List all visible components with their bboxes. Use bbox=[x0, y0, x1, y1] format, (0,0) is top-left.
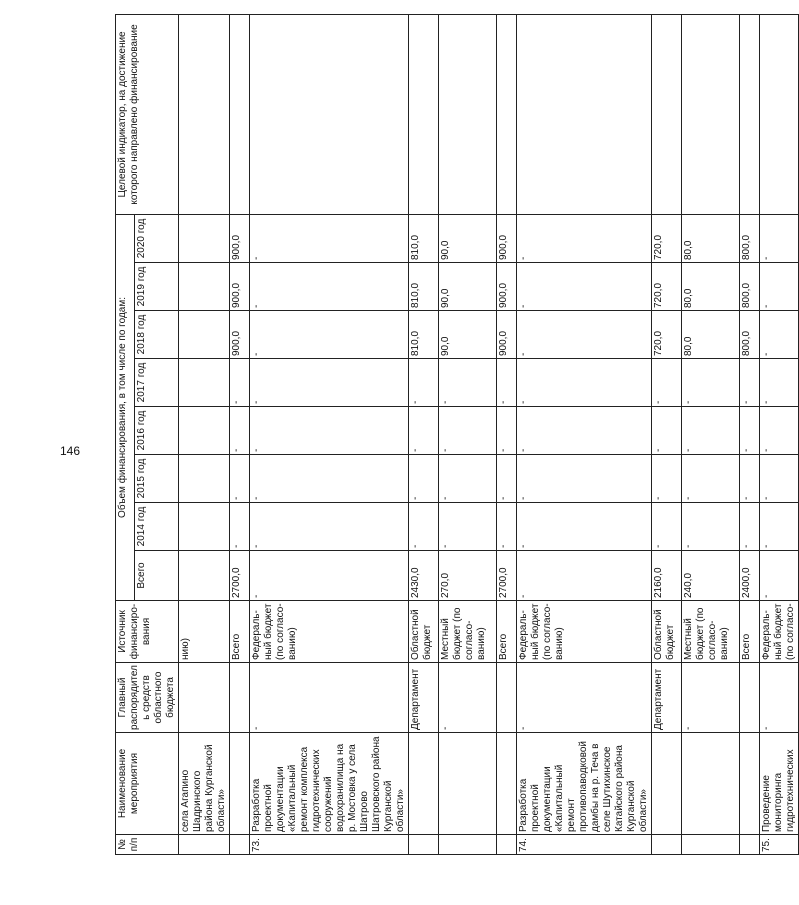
cell-event: Разработка проектной документации «Капитальный ремонт комплекса гидротехнических сооружений водохранилища на р. Мостовка у села Шатрово Шатровского района Курганской области» bbox=[250, 733, 409, 835]
rotated-table-wrapper bbox=[115, 24, 796, 855]
cell-y2017: - bbox=[682, 359, 740, 407]
cell-y2016: - bbox=[517, 407, 652, 455]
cell-y2020: 80,0 bbox=[682, 214, 740, 262]
cell-y2020: 720,0 bbox=[652, 214, 682, 262]
cell-target bbox=[740, 14, 760, 214]
cell-y2015: - bbox=[250, 455, 409, 503]
table-row bbox=[179, 14, 230, 854]
cell-y2015: - bbox=[230, 455, 250, 503]
cell-manager: Департамент bbox=[409, 663, 439, 733]
header-source: Источник финансиро-вания bbox=[116, 601, 179, 663]
header-year: 2016 год bbox=[135, 407, 179, 455]
header-manager: Главный распорядитель средств областного бюджета bbox=[116, 663, 179, 733]
cell-y2014: - bbox=[760, 503, 799, 551]
cell-manager: - bbox=[760, 663, 799, 733]
cell-event: села Агапино Шадринского района Курганской области» bbox=[179, 733, 230, 835]
cell-y2017: - bbox=[409, 359, 439, 407]
cell-y2018: 900,0 bbox=[497, 311, 517, 359]
cell-y2020: 810,0 bbox=[409, 214, 439, 262]
cell-target bbox=[760, 14, 799, 214]
cell-manager: - bbox=[439, 663, 497, 733]
cell-y2016: - bbox=[230, 407, 250, 455]
cell-y2016 bbox=[179, 407, 230, 455]
cell-target bbox=[409, 14, 439, 214]
cell-y2020: 900,0 bbox=[230, 214, 250, 262]
cell-y2018: - bbox=[760, 311, 799, 359]
cell-y2016: - bbox=[760, 407, 799, 455]
cell-y2014: - bbox=[250, 503, 409, 551]
table-row bbox=[409, 14, 439, 854]
cell-source: Местный бюджет (по согласо-ванию) bbox=[682, 601, 740, 663]
cell-total: 240,0 bbox=[682, 551, 740, 601]
cell-y2019: - bbox=[517, 263, 652, 311]
cell-y2017: - bbox=[760, 359, 799, 407]
cell-y2018: 90,0 bbox=[439, 311, 497, 359]
table-row bbox=[439, 14, 497, 854]
cell-y2019: 900,0 bbox=[497, 263, 517, 311]
cell-event bbox=[652, 733, 682, 835]
cell-y2019 bbox=[179, 263, 230, 311]
cell-total: 2160,0 bbox=[652, 551, 682, 601]
cell-no bbox=[230, 835, 250, 855]
cell-source: Федераль-ный бюджет (по согласо-ванию) bbox=[250, 601, 409, 663]
cell-y2017: - bbox=[439, 359, 497, 407]
cell-manager: - bbox=[682, 663, 740, 733]
cell-total bbox=[179, 551, 230, 601]
cell-source: Областной бюджет bbox=[409, 601, 439, 663]
cell-no bbox=[652, 835, 682, 855]
cell-event bbox=[682, 733, 740, 835]
cell-manager bbox=[179, 663, 230, 733]
cell-y2017: - bbox=[230, 359, 250, 407]
cell-event bbox=[409, 733, 439, 835]
cell-y2020: 900,0 bbox=[497, 214, 517, 262]
cell-source: нию) bbox=[179, 601, 230, 663]
cell-source: Местный бюджет (по согласо-ванию) bbox=[439, 601, 497, 663]
cell-total: - bbox=[517, 551, 652, 601]
cell-target bbox=[682, 14, 740, 214]
cell-no bbox=[682, 835, 740, 855]
cell-y2016: - bbox=[740, 407, 760, 455]
cell-no bbox=[179, 835, 230, 855]
header-total: Всего bbox=[135, 551, 179, 601]
cell-event bbox=[497, 733, 517, 835]
cell-event bbox=[230, 733, 250, 835]
header-year: 2020 год bbox=[135, 214, 179, 262]
cell-y2015: - bbox=[760, 455, 799, 503]
cell-target bbox=[179, 14, 230, 214]
cell-y2017: - bbox=[652, 359, 682, 407]
cell-source: Федераль-ный бюджет (по согласо-ванию) bbox=[517, 601, 652, 663]
cell-y2017: - bbox=[740, 359, 760, 407]
cell-no bbox=[497, 835, 517, 855]
cell-y2018: 800,0 bbox=[740, 311, 760, 359]
cell-y2017 bbox=[179, 359, 230, 407]
cell-y2016: - bbox=[439, 407, 497, 455]
cell-event bbox=[439, 733, 497, 835]
cell-total: 270,0 bbox=[439, 551, 497, 601]
cell-y2018: 900,0 bbox=[230, 311, 250, 359]
cell-no bbox=[740, 835, 760, 855]
cell-no: 75. bbox=[760, 835, 799, 855]
cell-y2020: - bbox=[250, 214, 409, 262]
cell-y2014: - bbox=[497, 503, 517, 551]
table-row bbox=[230, 14, 250, 854]
cell-total: 2700,0 bbox=[497, 551, 517, 601]
financing-table bbox=[115, 14, 799, 855]
cell-y2015 bbox=[179, 455, 230, 503]
cell-manager bbox=[230, 663, 250, 733]
cell-source: Областной бюджет bbox=[652, 601, 682, 663]
cell-y2020: 90,0 bbox=[439, 214, 497, 262]
cell-target bbox=[230, 14, 250, 214]
cell-y2014: - bbox=[682, 503, 740, 551]
cell-y2014: - bbox=[439, 503, 497, 551]
cell-y2020: 800,0 bbox=[740, 214, 760, 262]
header-volume-group: Объем финансирования, в том числе по годам: bbox=[116, 214, 135, 600]
table-row bbox=[740, 14, 760, 854]
cell-y2019: 80,0 bbox=[682, 263, 740, 311]
cell-target bbox=[439, 14, 497, 214]
cell-event: Разработка проектной документации «Капитальный ремонт противопаводковой дамбы на р. Теча в селе Шутихинское Катайского района Курганской области» bbox=[517, 733, 652, 835]
cell-target bbox=[517, 14, 652, 214]
cell-y2015: - bbox=[517, 455, 652, 503]
cell-manager: Департамент bbox=[652, 663, 682, 733]
cell-event bbox=[740, 733, 760, 835]
header-event: Наименование мероприятия bbox=[116, 733, 179, 835]
cell-y2014: - bbox=[409, 503, 439, 551]
header-year: 2018 год bbox=[135, 311, 179, 359]
cell-source: Федераль-ный бюджет (по согласо- bbox=[760, 601, 799, 663]
table-row bbox=[497, 14, 517, 854]
cell-y2019: - bbox=[250, 263, 409, 311]
cell-y2016: - bbox=[250, 407, 409, 455]
cell-y2015: - bbox=[439, 455, 497, 503]
cell-total: 2400,0 bbox=[740, 551, 760, 601]
cell-total: - bbox=[250, 551, 409, 601]
cell-y2017: - bbox=[250, 359, 409, 407]
cell-total: - bbox=[760, 551, 799, 601]
cell-target bbox=[250, 14, 409, 214]
cell-source: Всего bbox=[230, 601, 250, 663]
table-header-row bbox=[116, 14, 135, 854]
cell-y2020 bbox=[179, 214, 230, 262]
cell-y2018 bbox=[179, 311, 230, 359]
cell-total: 2430,0 bbox=[409, 551, 439, 601]
header-year: 2014 год bbox=[135, 503, 179, 551]
cell-y2019: 90,0 bbox=[439, 263, 497, 311]
cell-total: 2700,0 bbox=[230, 551, 250, 601]
cell-manager: - bbox=[517, 663, 652, 733]
cell-y2014: - bbox=[652, 503, 682, 551]
cell-y2017: - bbox=[497, 359, 517, 407]
table-row bbox=[652, 14, 682, 854]
table-row bbox=[517, 14, 652, 854]
cell-y2015: - bbox=[497, 455, 517, 503]
cell-y2015: - bbox=[740, 455, 760, 503]
cell-y2016: - bbox=[409, 407, 439, 455]
cell-target bbox=[497, 14, 517, 214]
header-year: 2015 год bbox=[135, 455, 179, 503]
cell-y2018: 810,0 bbox=[409, 311, 439, 359]
cell-y2016: - bbox=[652, 407, 682, 455]
cell-y2014 bbox=[179, 503, 230, 551]
cell-no bbox=[409, 835, 439, 855]
cell-y2020: - bbox=[760, 214, 799, 262]
cell-y2015: - bbox=[682, 455, 740, 503]
cell-manager bbox=[740, 663, 760, 733]
cell-y2018: - bbox=[517, 311, 652, 359]
cell-target bbox=[652, 14, 682, 214]
table-row bbox=[682, 14, 740, 854]
cell-source: Всего bbox=[740, 601, 760, 663]
cell-no: 73. bbox=[250, 835, 409, 855]
cell-y2017: - bbox=[517, 359, 652, 407]
cell-y2014: - bbox=[517, 503, 652, 551]
cell-y2015: - bbox=[652, 455, 682, 503]
cell-y2014: - bbox=[740, 503, 760, 551]
cell-y2018: - bbox=[250, 311, 409, 359]
cell-y2019: 810,0 bbox=[409, 263, 439, 311]
cell-y2015: - bbox=[409, 455, 439, 503]
cell-manager: - bbox=[250, 663, 409, 733]
page-number: 146 bbox=[60, 444, 81, 458]
cell-y2020: - bbox=[517, 214, 652, 262]
cell-manager bbox=[497, 663, 517, 733]
header-no: № п/п bbox=[116, 835, 179, 855]
cell-event: Проведение мониторинга гидротехнических bbox=[760, 733, 799, 835]
cell-y2019: 800,0 bbox=[740, 263, 760, 311]
cell-y2016: - bbox=[682, 407, 740, 455]
cell-y2019: 900,0 bbox=[230, 263, 250, 311]
cell-y2019: 720,0 bbox=[652, 263, 682, 311]
header-year: 2019 год bbox=[135, 263, 179, 311]
table-row bbox=[250, 14, 409, 854]
cell-source: Всего bbox=[497, 601, 517, 663]
header-target: Целевой индикатор, на достижение которого направлено финансирование bbox=[116, 14, 179, 214]
cell-no: 74. bbox=[517, 835, 652, 855]
table-row bbox=[760, 14, 799, 854]
cell-y2014: - bbox=[230, 503, 250, 551]
header-year: 2017 год bbox=[135, 359, 179, 407]
cell-no bbox=[439, 835, 497, 855]
cell-y2016: - bbox=[497, 407, 517, 455]
cell-y2019: - bbox=[760, 263, 799, 311]
cell-y2018: 720,0 bbox=[652, 311, 682, 359]
cell-y2018: 80,0 bbox=[682, 311, 740, 359]
